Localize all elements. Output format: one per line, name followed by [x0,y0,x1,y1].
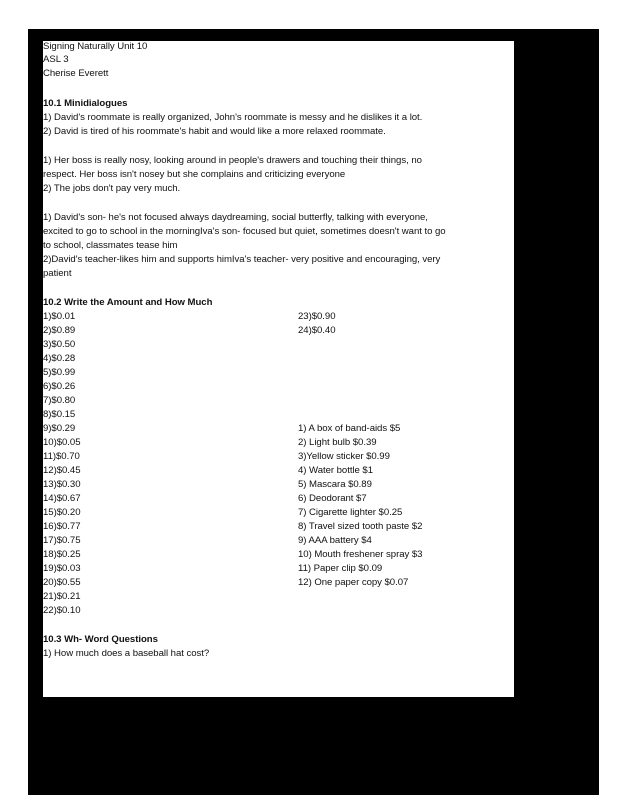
section-heading-amounts: 10.2 Write the Amount and How Much [43,297,213,308]
amount-item: 4)$0.28 [43,353,76,364]
amount-item: 21)$0.21 [43,591,81,602]
how-much-item: 4) Water bottle $1 [298,465,373,476]
amount-item: 8)$0.15 [43,409,76,420]
question-item: 1) How much does a baseball hat cost? [43,648,210,659]
section-heading-minidialogues: 10.1 Minidialogues [43,98,128,109]
amount-item: 22)$0.10 [43,605,81,616]
amount-item: 10)$0.05 [43,437,81,448]
how-much-item: 5) Mascara $0.89 [298,479,372,490]
amount-item: 7)$0.80 [43,395,76,406]
amount-item: 12)$0.45 [43,465,81,476]
how-much-item: 2) Light bulb $0.39 [298,437,377,448]
amount-item: 2)$0.89 [43,325,76,336]
dialogue-3-line: excited to go to school in the morningIva's son- focused but quiet, sometimes doesn't want to go [43,226,446,237]
dialogue-2-line: 2) The jobs don't pay very much. [43,183,181,194]
how-much-item: 9) AAA battery $4 [298,535,372,546]
section-heading-wh-questions: 10.3 Wh- Word Questions [43,634,158,645]
dialogue-2-line: respect. Her boss isn't nosey but she complains and criticizing everyone [43,169,346,180]
document-page [43,41,514,697]
how-much-item: 6) Deodorant $7 [298,493,367,504]
author-name: Cherise Everett [43,68,109,79]
amount-item: 15)$0.20 [43,507,81,518]
amount-item: 1)$0.01 [43,311,76,322]
how-much-item: 3)Yellow sticker $0.99 [298,451,390,462]
amount-item: 18)$0.25 [43,549,81,560]
amount-item: 3)$0.50 [43,339,76,350]
amount-item: 20)$0.55 [43,577,81,588]
amount-item: 24)$0.40 [298,325,336,336]
amount-item: 11)$0.70 [43,451,80,462]
how-much-item: 7) Cigarette lighter $0.25 [298,507,403,518]
document-title: Signing Naturally Unit 10 [43,41,148,52]
amount-item: 19)$0.03 [43,563,81,574]
how-much-item: 1) A box of band-aids $5 [298,423,401,434]
amount-item: 17)$0.75 [43,535,81,546]
amount-item: 14)$0.67 [43,493,81,504]
amount-item: 5)$0.99 [43,367,76,378]
amount-item: 13)$0.30 [43,479,81,490]
how-much-item: 12) One paper copy $0.07 [298,577,409,588]
dialogue-3-line: 1) David's son- he's not focused always daydreaming, social butterfly, talking with everyone, [43,212,428,223]
amount-item: 23)$0.90 [298,311,336,322]
how-much-item: 11) Paper clip $0.09 [298,563,383,574]
dialogue-2-line: 1) Her boss is really nosy, looking around in people's drawers and touching their things, no [43,155,422,166]
how-much-item: 10) Mouth freshener spray $3 [298,549,423,560]
dialogue-3-line: patient [43,268,72,279]
dialogue-1-line: 2) David is tired of his roommate's habit and would like a more relaxed roommate. [43,126,386,137]
dialogue-3-line: 2)David's teacher-likes him and supports himIva's teacher- very positive and encouraging, very [43,254,441,265]
amount-item: 9)$0.29 [43,423,76,434]
dialogue-3-line: to school, classmates tease him [43,240,178,251]
amount-item: 6)$0.26 [43,381,76,392]
course-name: ASL 3 [43,54,69,65]
amount-item: 16)$0.77 [43,521,81,532]
dialogue-1-line: 1) David's roommate is really organized, John's roommate is messy and he dislikes it a lot. [43,112,423,123]
how-much-item: 8) Travel sized tooth paste $2 [298,521,423,532]
